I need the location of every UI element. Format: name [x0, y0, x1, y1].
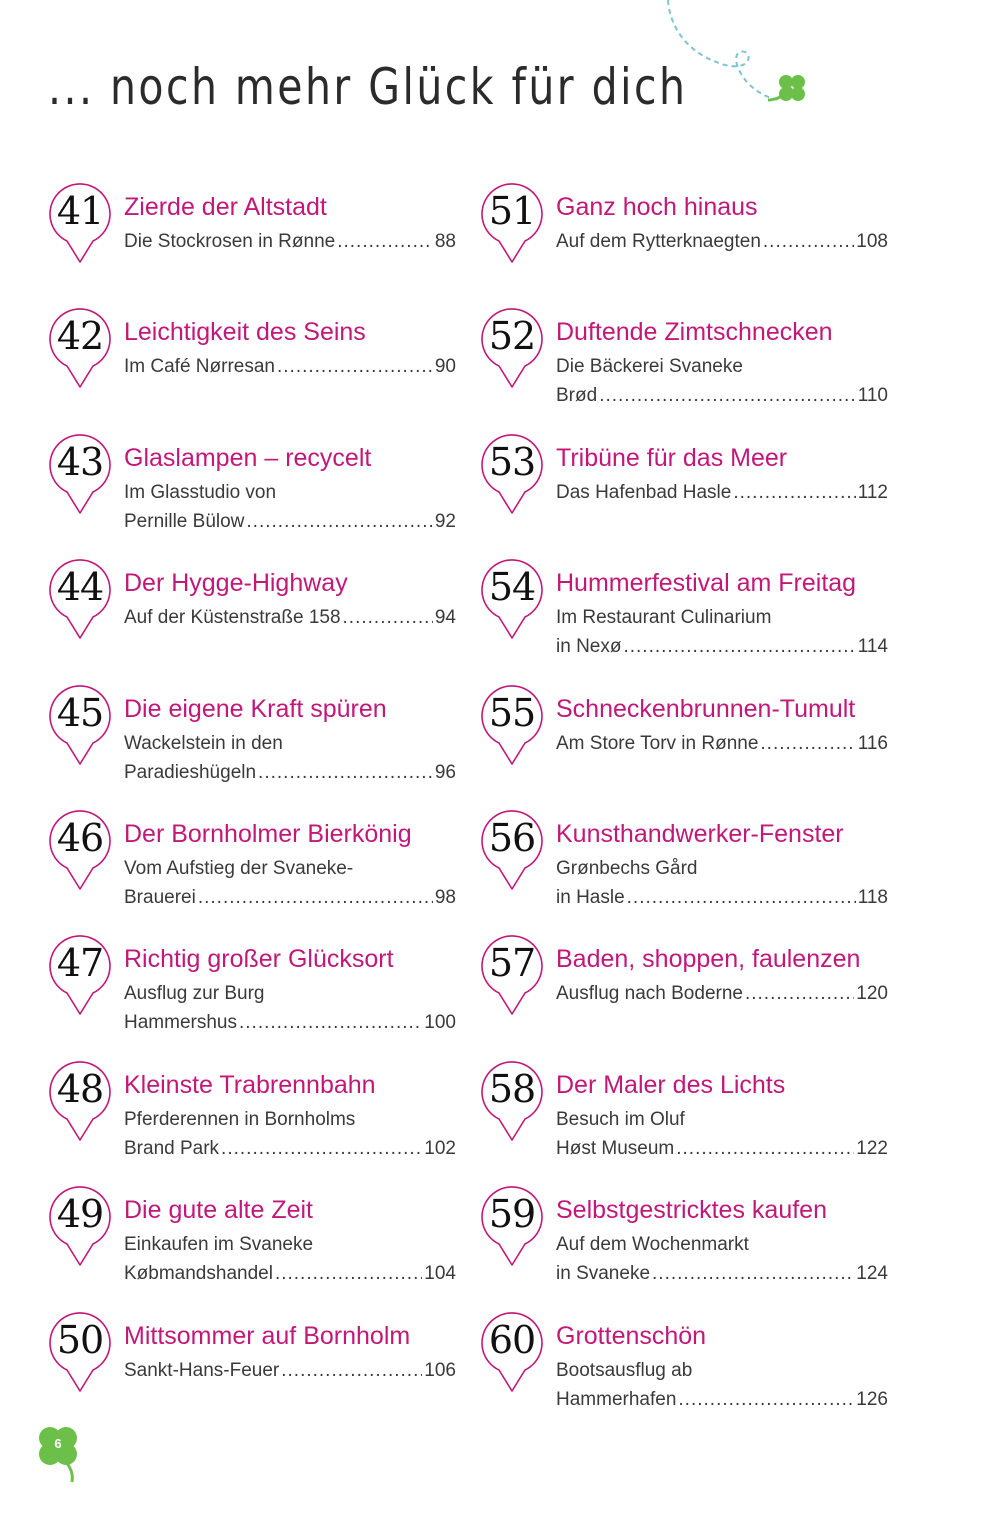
subtitle-text: Brød: [556, 385, 598, 406]
subtitle-line: [556, 632, 888, 661]
toc-entry[interactable]: [48, 308, 468, 418]
entry-title: Der Maler des Lichts: [556, 1071, 786, 1099]
page-reference: 116: [857, 733, 888, 754]
subtitle-line: [556, 603, 888, 632]
entry-subtitle: [124, 1230, 456, 1288]
entry-title: Kunsthandwerker-Fenster: [556, 820, 844, 848]
entry-subtitle: [556, 1356, 888, 1414]
page-reference: 104: [424, 1263, 456, 1284]
dot-leader: [275, 1259, 422, 1288]
dot-leader: [745, 979, 854, 1008]
entry-subtitle: [124, 979, 456, 1037]
number-pin-badge: [480, 434, 544, 514]
subtitle-text: Bootsausflug ab: [556, 1360, 693, 1381]
subtitle-line: [556, 1385, 888, 1414]
subtitle-line: [556, 729, 888, 758]
subtitle-line: [124, 227, 456, 256]
subtitle-line: [124, 883, 456, 912]
page-reference: 92: [434, 511, 456, 532]
subtitle-text: Grønbechs Gård: [556, 858, 698, 879]
subtitle-line: [124, 758, 456, 787]
number-pin-badge: [480, 810, 544, 890]
entry-number: 55: [488, 691, 536, 735]
number-pin-badge: [48, 1186, 112, 1266]
dot-leader: [676, 1134, 854, 1163]
entry-subtitle: [124, 478, 456, 536]
entry-subtitle: [556, 227, 888, 256]
entry-title: Grottenschön: [556, 1322, 707, 1350]
page-reference: 90: [434, 356, 456, 377]
subtitle-text: Wackelstein in den: [124, 733, 283, 754]
subtitle-text: Pernille Bülow: [124, 511, 245, 532]
entry-number: 49: [56, 1192, 104, 1236]
subtitle-line: [124, 1134, 456, 1163]
entry-number: 45: [56, 691, 104, 735]
toc-entry[interactable]: [480, 308, 900, 418]
entry-subtitle: [556, 603, 888, 661]
subtitle-text: in Svaneke: [556, 1263, 651, 1284]
subtitle-line: [124, 854, 456, 883]
number-pin-badge: [48, 308, 112, 388]
entry-number: 41: [56, 189, 104, 233]
subtitle-text: Die Stockrosen in Rønne: [124, 231, 336, 252]
page-reference: 106: [424, 1360, 456, 1381]
number-pin-badge: [48, 1312, 112, 1392]
entry-title: Leichtigkeit des Seins: [124, 318, 366, 346]
entry-title: Richtig großer Glücksort: [124, 945, 394, 973]
entry-title: Hummerfestival am Freitag: [556, 569, 857, 597]
entry-subtitle: [556, 478, 888, 507]
page-reference: 88: [434, 231, 456, 252]
subtitle-text: Im Glasstudio von: [124, 482, 277, 503]
page-reference: 122: [856, 1138, 888, 1159]
page-reference: 126: [856, 1389, 888, 1410]
entry-number: 47: [56, 941, 104, 985]
entry-number: 54: [488, 565, 536, 609]
number-pin-badge: [48, 1061, 112, 1141]
entry-number: 43: [56, 440, 104, 484]
entry-title: Schneckenbrunnen-Tumult: [556, 695, 856, 723]
toc-entry[interactable]: [480, 935, 900, 1045]
entry-title: Die gute alte Zeit: [124, 1196, 313, 1224]
page-reference: 98: [434, 887, 456, 908]
clover-icon: [34, 1424, 82, 1484]
dot-leader: [599, 381, 856, 410]
entry-number: 59: [488, 1192, 536, 1236]
subtitle-line: [124, 729, 456, 758]
entry-number: 57: [488, 941, 536, 985]
subtitle-line: [556, 883, 888, 912]
page-reference: 100: [424, 1012, 456, 1033]
subtitle-line: [124, 478, 456, 507]
subtitle-text: Auf dem Wochenmarkt: [556, 1234, 749, 1255]
page-number: 6: [54, 1436, 62, 1451]
subtitle-text: Høst Museum: [556, 1138, 675, 1159]
clover-icon: [768, 75, 805, 101]
number-pin-badge: [48, 434, 112, 514]
subtitle-line: [124, 1008, 456, 1037]
dot-leader: [221, 1134, 422, 1163]
dot-leader: [258, 758, 433, 787]
page-reference: 114: [857, 636, 888, 657]
toc-entry[interactable]: [480, 1061, 900, 1171]
number-pin-badge: [480, 308, 544, 388]
entry-title: Der Hygge-Highway: [124, 569, 348, 597]
dot-leader: [337, 227, 433, 256]
number-pin-badge: [480, 685, 544, 765]
dot-leader: [246, 507, 432, 536]
subtitle-text: Hammerhafen: [556, 1389, 677, 1410]
page-reference: 94: [434, 607, 456, 628]
subtitle-text: Brand Park: [124, 1138, 220, 1159]
entry-number: 60: [488, 1318, 536, 1362]
subtitle-text: Hammershus: [124, 1012, 237, 1033]
subtitle-text: Im Café Nørresan: [124, 356, 275, 377]
clover-trail-decoration: [640, 0, 830, 120]
entry-number: 44: [56, 565, 104, 609]
subtitle-text: in Nexø: [556, 636, 622, 657]
subtitle-text: Auf der Küstenstraße 158: [124, 607, 341, 628]
subtitle-text: Auf dem Rytterknaegten: [556, 231, 761, 252]
subtitle-line: [124, 507, 456, 536]
page-reference: 112: [857, 482, 888, 503]
subtitle-text: Die Bäckerei Svaneke: [556, 356, 743, 377]
number-pin-badge: [480, 1186, 544, 1266]
subtitle-text: Ausflug zur Burg: [124, 983, 265, 1004]
toc-entry[interactable]: [480, 1312, 900, 1422]
entry-title: Glaslampen – recycelt: [124, 444, 372, 472]
subtitle-text: Sankt-Hans-Feuer: [124, 1360, 280, 1381]
page-reference: 124: [856, 1263, 888, 1284]
subtitle-line: [124, 1105, 456, 1134]
subtitle-line: [556, 352, 888, 381]
dot-leader: [343, 603, 433, 632]
page-title: ... noch mehr Glück für dich: [48, 58, 688, 116]
entry-title: Baden, shoppen, faulenzen: [556, 945, 861, 973]
entry-title: Ganz hoch hinaus: [556, 193, 758, 221]
subtitle-text: Købmandshandel: [124, 1263, 273, 1284]
subtitle-line: [556, 1230, 888, 1259]
entry-number: 56: [488, 816, 536, 860]
entry-number: 53: [488, 440, 536, 484]
subtitle-text: Vom Aufstieg der Svaneke-: [124, 858, 354, 879]
subtitle-text: Besuch im Oluf: [556, 1109, 685, 1130]
dot-leader: [763, 227, 854, 256]
page-reference: 120: [856, 983, 888, 1004]
entry-title: Kleinste Trabrennbahn: [124, 1071, 376, 1099]
entry-title: Selbstgestricktes kaufen: [556, 1196, 827, 1224]
page-reference: 118: [857, 887, 888, 908]
number-pin-badge: [48, 685, 112, 765]
entry-title: Die eigene Kraft spüren: [124, 695, 387, 723]
toc-entry[interactable]: [48, 1061, 468, 1171]
toc-entry[interactable]: [48, 685, 468, 795]
subtitle-line: [556, 854, 888, 883]
toc-entry[interactable]: [48, 1312, 468, 1422]
entry-subtitle: [556, 854, 888, 912]
toc-entry[interactable]: [480, 685, 900, 795]
toc-entry[interactable]: [48, 434, 468, 544]
entry-subtitle: [124, 227, 456, 256]
subtitle-line: [124, 979, 456, 1008]
subtitle-line: [124, 352, 456, 381]
toc-entry[interactable]: [480, 559, 900, 669]
entry-subtitle: [124, 603, 456, 632]
subtitle-line: [556, 478, 888, 507]
subtitle-text: Paradieshügeln: [124, 762, 257, 783]
entry-number: 58: [488, 1067, 536, 1111]
dot-leader: [733, 478, 855, 507]
subtitle-text: Ausflug nach Boderne: [556, 983, 743, 1004]
subtitle-line: [124, 1259, 456, 1288]
entry-title: Duftende Zimtschnecken: [556, 318, 833, 346]
dot-leader: [239, 1008, 422, 1037]
number-pin-badge: [480, 183, 544, 263]
subtitle-line: [124, 603, 456, 632]
toc-entry[interactable]: [480, 183, 900, 293]
subtitle-line: [556, 381, 888, 410]
subtitle-line: [556, 1259, 888, 1288]
entry-subtitle: [124, 854, 456, 912]
toc-entry[interactable]: [480, 810, 900, 920]
number-pin-badge: [48, 935, 112, 1015]
subtitle-text: Das Hafenbad Hasle: [556, 482, 732, 503]
number-pin-badge: [48, 810, 112, 890]
entry-subtitle: [556, 1105, 888, 1163]
subtitle-line: [124, 1230, 456, 1259]
entry-subtitle: [556, 979, 888, 1008]
subtitle-text: in Hasle: [556, 887, 625, 908]
dot-leader: [277, 352, 433, 381]
subtitle-text: Brauerei: [124, 887, 196, 908]
toc-entry[interactable]: [48, 183, 468, 293]
entry-number: 48: [56, 1067, 104, 1111]
entry-subtitle: [556, 1230, 888, 1288]
entry-title: Mittsommer auf Bornholm: [124, 1322, 411, 1350]
dot-leader: [281, 1356, 422, 1385]
entry-title: Der Bornholmer Bierkönig: [124, 820, 412, 848]
subtitle-line: [556, 1134, 888, 1163]
subtitle-line: [556, 1105, 888, 1134]
entry-subtitle: [124, 729, 456, 787]
page-number-badge: [34, 1424, 82, 1484]
toc-entry[interactable]: [48, 559, 468, 669]
subtitle-text: Einkaufen im Svaneke: [124, 1234, 314, 1255]
entry-subtitle: [124, 1356, 456, 1385]
dot-leader: [623, 632, 855, 661]
subtitle-line: [556, 979, 888, 1008]
page-reference: 102: [424, 1138, 456, 1159]
entry-subtitle: [124, 1105, 456, 1163]
toc-entry[interactable]: [48, 810, 468, 920]
subtitle-text: Im Restaurant Culinarium: [556, 607, 772, 628]
page-reference: 108: [856, 231, 888, 252]
number-pin-badge: [48, 559, 112, 639]
page-reference: 110: [857, 385, 888, 406]
number-pin-badge: [480, 1061, 544, 1141]
number-pin-badge: [480, 1312, 544, 1392]
dot-leader: [627, 883, 856, 912]
entry-number: 51: [488, 189, 536, 233]
toc-entry[interactable]: [48, 1186, 468, 1296]
entry-number: 42: [56, 314, 104, 358]
subtitle-text: Pferderennen in Bornholms: [124, 1109, 356, 1130]
entry-number: 46: [56, 816, 104, 860]
subtitle-text: Am Store Torv in Rønne: [556, 733, 759, 754]
subtitle-line: [556, 227, 888, 256]
number-pin-badge: [48, 183, 112, 263]
subtitle-line: [124, 1356, 456, 1385]
toc-entry[interactable]: [480, 1186, 900, 1296]
page-reference: 96: [434, 762, 456, 783]
dot-leader: [678, 1385, 854, 1414]
entry-title: Zierde der Altstadt: [124, 193, 327, 221]
dot-leader: [198, 883, 433, 912]
entry-number: 50: [56, 1318, 104, 1362]
entry-number: 52: [488, 314, 536, 358]
toc-entry[interactable]: [48, 935, 468, 1045]
subtitle-line: [556, 1356, 888, 1385]
entry-subtitle: [556, 352, 888, 410]
entry-subtitle: [556, 729, 888, 758]
entry-subtitle: [124, 352, 456, 381]
entry-title: Tribüne für das Meer: [556, 444, 788, 472]
number-pin-badge: [480, 935, 544, 1015]
dot-leader: [652, 1259, 854, 1288]
dot-leader: [760, 729, 855, 758]
toc-entry[interactable]: [480, 434, 900, 544]
number-pin-badge: [480, 559, 544, 639]
